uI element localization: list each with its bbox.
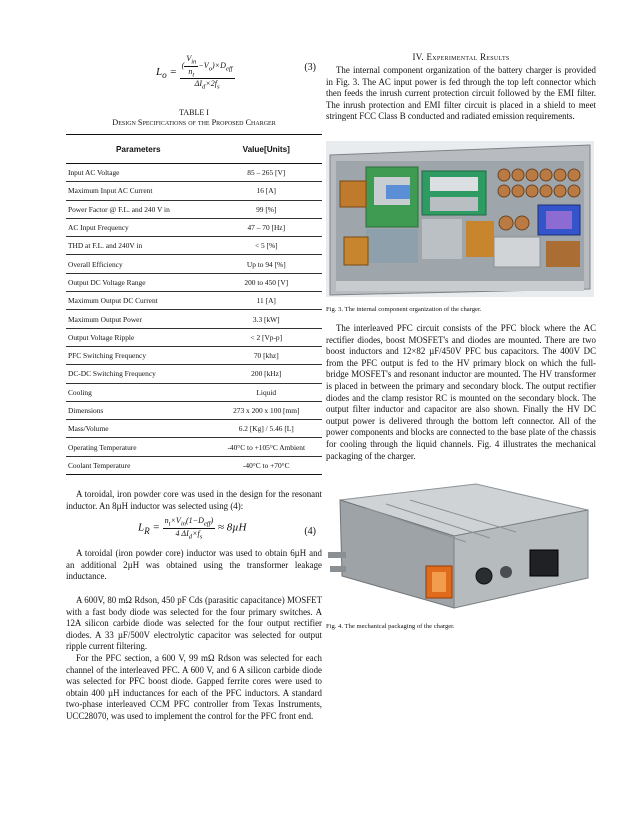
eq3-lhs: L bbox=[156, 65, 163, 78]
eq4-num3: (1−D bbox=[186, 516, 204, 526]
value-cell: 200 to 450 [V] bbox=[211, 273, 322, 291]
eq3-den2: ×2f bbox=[205, 79, 217, 89]
table-row bbox=[66, 346, 322, 364]
eq4-fraction bbox=[163, 516, 216, 540]
eq3-inner-den: n bbox=[188, 66, 193, 76]
equation-4 bbox=[66, 516, 322, 546]
eq4-den-sub: d bbox=[188, 533, 193, 541]
value-cell: 3.3 [kW] bbox=[211, 310, 322, 328]
table-row bbox=[66, 383, 322, 401]
parameter-cell: Dimensions bbox=[66, 401, 211, 419]
parameter-cell: PFC Switching Frequency bbox=[66, 346, 211, 364]
figure-4-image bbox=[326, 480, 594, 614]
table-label: TABLE I bbox=[179, 108, 209, 117]
value-cell: Up to 94 [%] bbox=[211, 255, 322, 273]
value-cell: 99 [%] bbox=[211, 200, 322, 218]
paragraph-resonant-inductor: A toroidal, iron powder core was used in the design for the resonant inductor. An 8µH inductor was selected using (4): bbox=[66, 489, 322, 511]
parameter-cell: Output Voltage Ripple bbox=[66, 328, 211, 346]
table-row bbox=[66, 365, 322, 383]
eq3-times-d-sub: eff bbox=[225, 65, 233, 73]
table-row bbox=[66, 218, 322, 236]
eq4-num: n bbox=[164, 516, 169, 526]
value-cell: 200 [kHz] bbox=[211, 365, 322, 383]
table-row bbox=[66, 237, 322, 255]
table-row bbox=[66, 182, 322, 200]
equation-3-body: $L_o$ = ( $\frac{V_{in}}{n_t}$ $-V_o)\times D_{eff}$ $\Delta I_d\times 2f_s$ bbox=[156, 54, 233, 91]
figure-4-caption: Fig. 4. The mechanical packaging of the charger. bbox=[326, 623, 455, 631]
value-cell: < 5 [%] bbox=[211, 237, 322, 255]
value-cell: 6.2 [Kg] / 5.46 [L] bbox=[211, 420, 322, 438]
parameter-cell: Operating Temperature bbox=[66, 438, 211, 456]
equation-4-body: $L_R$ = $\frac{n_t\times V_{in}(1-D_{eff})}{4 \Delta I_d\times f_s}$ ≈ 8µH bbox=[138, 516, 247, 541]
eq4-lhs: L bbox=[138, 521, 145, 534]
equation-3 bbox=[66, 52, 322, 91]
eq4-approx: ≈ 8µH bbox=[217, 521, 247, 534]
table-row bbox=[66, 401, 322, 419]
eq4-num-sub: t bbox=[168, 520, 171, 528]
eq4-den2-sub: s bbox=[199, 533, 203, 541]
eq3-den-sub: d bbox=[201, 83, 206, 91]
parameter-cell: Cooling bbox=[66, 383, 211, 401]
eq3-times-d: )×D bbox=[212, 60, 226, 70]
table-row bbox=[66, 164, 322, 182]
paragraph-toroidal: A toroidal (iron powder core) inductor was used to obtain 6µH and an additional 2µH was obtained using the transformer leakage inductance. bbox=[66, 548, 322, 582]
eq3-inner-den-sub: t bbox=[192, 71, 195, 79]
eq4-den: 4 ΔI bbox=[175, 528, 189, 538]
parameter-cell: Coolant Temperature bbox=[66, 456, 211, 474]
eq4-num2: ×V bbox=[170, 516, 181, 526]
value-cell: -40°C to +70°C bbox=[211, 456, 322, 474]
table-body bbox=[66, 164, 322, 475]
value-cell: 11 [A] bbox=[211, 292, 322, 310]
table-row bbox=[66, 420, 322, 438]
right-column bbox=[326, 52, 596, 630]
eq4-num4: ) bbox=[210, 516, 214, 526]
table-header-row bbox=[66, 135, 322, 164]
eq3-minus-sub: o bbox=[208, 65, 213, 73]
figure-3 bbox=[326, 141, 596, 313]
parameter-cell: DC-DC Switching Frequency bbox=[66, 365, 211, 383]
value-cell: 70 [khz] bbox=[211, 346, 322, 364]
eq3-minus: −V bbox=[198, 60, 209, 70]
table-row bbox=[66, 456, 322, 474]
table-row bbox=[66, 200, 322, 218]
eq4-num3-sub: eff bbox=[203, 520, 211, 528]
parameter-cell: Maximum Input AC Current bbox=[66, 182, 211, 200]
parameter-cell: AC Input Frequency bbox=[66, 218, 211, 236]
eq3-den: ΔI bbox=[194, 79, 202, 89]
parameter-cell: Output DC Voltage Range bbox=[66, 273, 211, 291]
parameter-cell: Maximum Output DC Current bbox=[66, 292, 211, 310]
eq4-num2-sub: in bbox=[180, 520, 186, 528]
table-row bbox=[66, 328, 322, 346]
paragraph-internal-organization: The internal component organization of the battery charger is provided in Fig. 3. The AC input power is fed through the top left connector which then feeds the inrush current protection circuit followed by the EMI filter. The inrush protection and EMI filter circuit is placed in a shield to meet stringent FCC Class B conducted and radiated emission requirements. bbox=[326, 65, 596, 122]
value-cell: < 2 [Vp-p] bbox=[211, 328, 322, 346]
table-header-value: Value[Units] bbox=[211, 135, 322, 164]
specifications-table bbox=[66, 134, 322, 475]
parameter-cell: Input AC Voltage bbox=[66, 164, 211, 182]
eq3-den2-sub: s bbox=[216, 83, 220, 91]
eq3-fraction: ( $\frac{V_{in}}{n_t}$ $-V_o)\times D_{eff}$ $\Delta I_d\times 2f_s$ bbox=[181, 54, 233, 91]
equation-4-number: (4) bbox=[304, 526, 316, 538]
parameter-cell: Maximum Output Power bbox=[66, 310, 211, 328]
equation-3-number: (3) bbox=[304, 62, 316, 73]
value-cell: -40°C to +105°C Ambient bbox=[211, 438, 322, 456]
eq4-lhs-sub: R bbox=[144, 526, 150, 537]
table-row bbox=[66, 438, 322, 456]
eq3-lhs-sub: o bbox=[162, 70, 167, 81]
section-heading: IV. Experimental Results bbox=[412, 52, 510, 62]
figure-3-caption: Fig. 3. The internal component organization of the charger. bbox=[326, 305, 482, 313]
figure-4 bbox=[326, 480, 596, 630]
table-row bbox=[66, 255, 322, 273]
table-header-parameters: Parameters bbox=[66, 135, 211, 164]
eq3-inner-num: V bbox=[186, 54, 192, 63]
paragraph-mosfet: A 600V, 80 mΩ Rdson, 450 pF Cds (parasitic capacitance) MOSFET with a fast body diode was selected for the four primary switches. A 12A silicon carbide diode was selected for the four output rectifier diodes. A 33 µF/500V electrolytic capacitor was selected for output ripple current filtering. bbox=[66, 595, 322, 652]
value-cell: 85 – 265 [V] bbox=[211, 164, 322, 182]
value-cell: Liquid bbox=[211, 383, 322, 401]
table-row bbox=[66, 273, 322, 291]
figure-3-image bbox=[326, 141, 594, 297]
value-cell: 47 – 70 [Hz] bbox=[211, 218, 322, 236]
table-title: Design Specifications of the Proposed Charger bbox=[112, 118, 276, 127]
table-caption bbox=[66, 108, 322, 128]
left-column bbox=[66, 52, 322, 723]
table-row bbox=[66, 310, 322, 328]
paragraph-interleaved-pfc: The interleaved PFC circuit consists of the PFC block where the AC rectifier diodes, boost MOSFET's and diodes are mounted. There are two boost inductors and 12×82 µF/450V PFC bus capacitors. The 400V DC from the PFC output is fed to the HV primary block on which the full-bridge MOSFET's and resonant inductor are mounted. The HV transformer is placed in between the primary and secondary block. The output rectifier diodes and the clamp resistor RC is mounted on the secondary block. The output filter inductor and capacitor are also shown. Finally the HV DC output power is delivered through the bottom left connector. All of the power components and blocks are connected to the base plate of the chassis for cooling through the liquid channels. Fig. 4 illustrates the mechanical packaging of the charger. bbox=[326, 322, 596, 461]
parameter-cell: THD at F.L. and 240V in bbox=[66, 237, 211, 255]
parameter-cell: Power Factor @ F.L. and 240 V in bbox=[66, 200, 211, 218]
parameter-cell: Mass/Volume bbox=[66, 420, 211, 438]
parameter-cell: Overall Efficiency bbox=[66, 255, 211, 273]
paragraph-pfc: For the PFC section, a 600 V, 99 mΩ Rdson was selected for each channel of the interleaved PFC. A 600 V, and 6 A silicon carbide diode was selected for PFC boost diode. Gapped ferrite cores were used to obtain 400 µH inductances for each of the PFC inductors. A standard two-phase interleaved CCM PFC controller from Texas Instruments, UCC28070, was used to implement the control for the PFC front end. bbox=[66, 652, 322, 721]
table-row bbox=[66, 292, 322, 310]
value-cell: 273 x 200 x 100 [mm] bbox=[211, 401, 322, 419]
eq3-inner-num-sub: in bbox=[191, 58, 197, 66]
eq4-den2: ×f bbox=[192, 528, 200, 538]
value-cell: 16 [A] bbox=[211, 182, 322, 200]
